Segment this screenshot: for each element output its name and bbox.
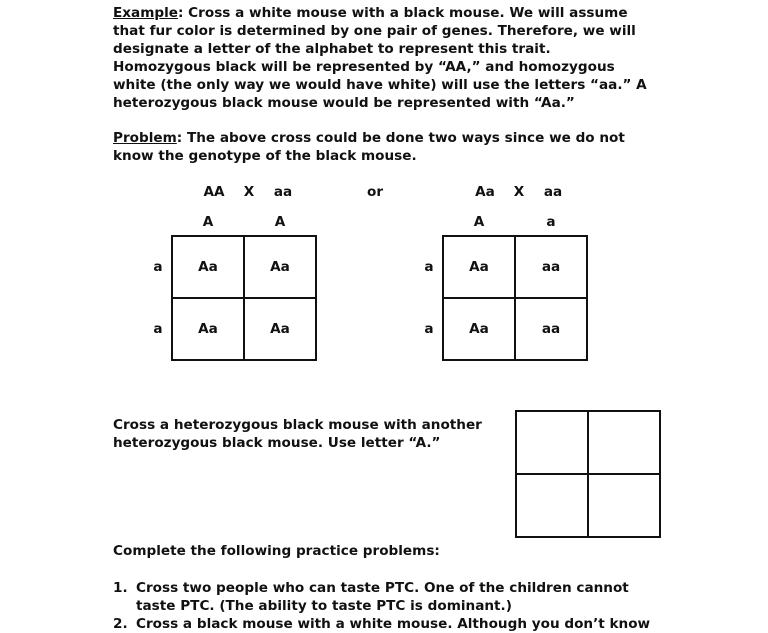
or-label: or (366, 184, 384, 200)
punnett-square-2 (442, 235, 588, 361)
cross1-parent2: aa (273, 184, 293, 200)
cross1-top-allele: A (202, 214, 214, 230)
cross2-parent1: Aa (475, 184, 495, 200)
cross2-side-allele: a (424, 321, 434, 337)
cross2-x: X (513, 184, 525, 200)
example-paragraph (113, 4, 653, 112)
cross2-top-allele: a (546, 214, 556, 230)
punnett-cell: aa (515, 236, 587, 298)
practice-heading: Complete the following practice problems: (113, 543, 440, 559)
punnett-square-1 (171, 235, 317, 361)
punnett-cell: Aa (443, 298, 515, 360)
list-item-number: 2. (113, 616, 128, 632)
empty-punnett-square[interactable] (515, 410, 661, 538)
cross1-side-allele: a (153, 259, 163, 275)
punnett-cell: Aa (172, 236, 244, 298)
punnett-cell: Aa (244, 298, 316, 360)
cross2-top-allele: A (473, 214, 485, 230)
cross1-top-allele: A (274, 214, 286, 230)
list-item (113, 615, 673, 633)
cross1-parent1: AA (203, 184, 225, 200)
practice-list (113, 579, 673, 633)
list-item-number: 1. (113, 580, 128, 596)
list-item-text: Cross two people who can taste PTC. One of the children cannot taste PTC. (The ability to taste PTC is dominant.) (136, 580, 629, 614)
empty-punnett-cell[interactable] (588, 474, 660, 537)
punnett-cell: Aa (244, 236, 316, 298)
example-label: Example (113, 5, 179, 21)
cross1-x: X (243, 184, 255, 200)
punnett-cell: Aa (443, 236, 515, 298)
example-text: : Cross a white mouse with a black mouse. We will assume that fur color is determined by one pair of genes. Therefore, we will designate a letter of the alphabet to represent this trait. Homozygous black will be represented by “AA,” and homozygous white (the only way we would have white) will use the letters “aa.” A heterozygous black mouse would be represented with “Aa.” (113, 5, 647, 111)
punnett-cell: aa (515, 298, 587, 360)
list-item (113, 579, 673, 615)
cross1-side-allele: a (153, 321, 163, 337)
problem-paragraph (113, 129, 653, 165)
empty-punnett-cell[interactable] (516, 474, 588, 537)
empty-punnett-cell[interactable] (516, 411, 588, 474)
empty-punnett-cell[interactable] (588, 411, 660, 474)
problem-text: : The above cross could be done two ways since we do not know the genotype of the black mouse. (113, 130, 625, 164)
list-item-text: Cross a black mouse with a white mouse. Although you don’t know (136, 616, 651, 632)
cross2-parent2: aa (543, 184, 563, 200)
problem-label: Problem (113, 130, 177, 146)
punnett-cell: Aa (172, 298, 244, 360)
hetero-cross-prompt: Cross a heterozygous black mouse with another heterozygous black mouse. Use letter “A.” (113, 417, 482, 451)
cross2-side-allele: a (424, 259, 434, 275)
